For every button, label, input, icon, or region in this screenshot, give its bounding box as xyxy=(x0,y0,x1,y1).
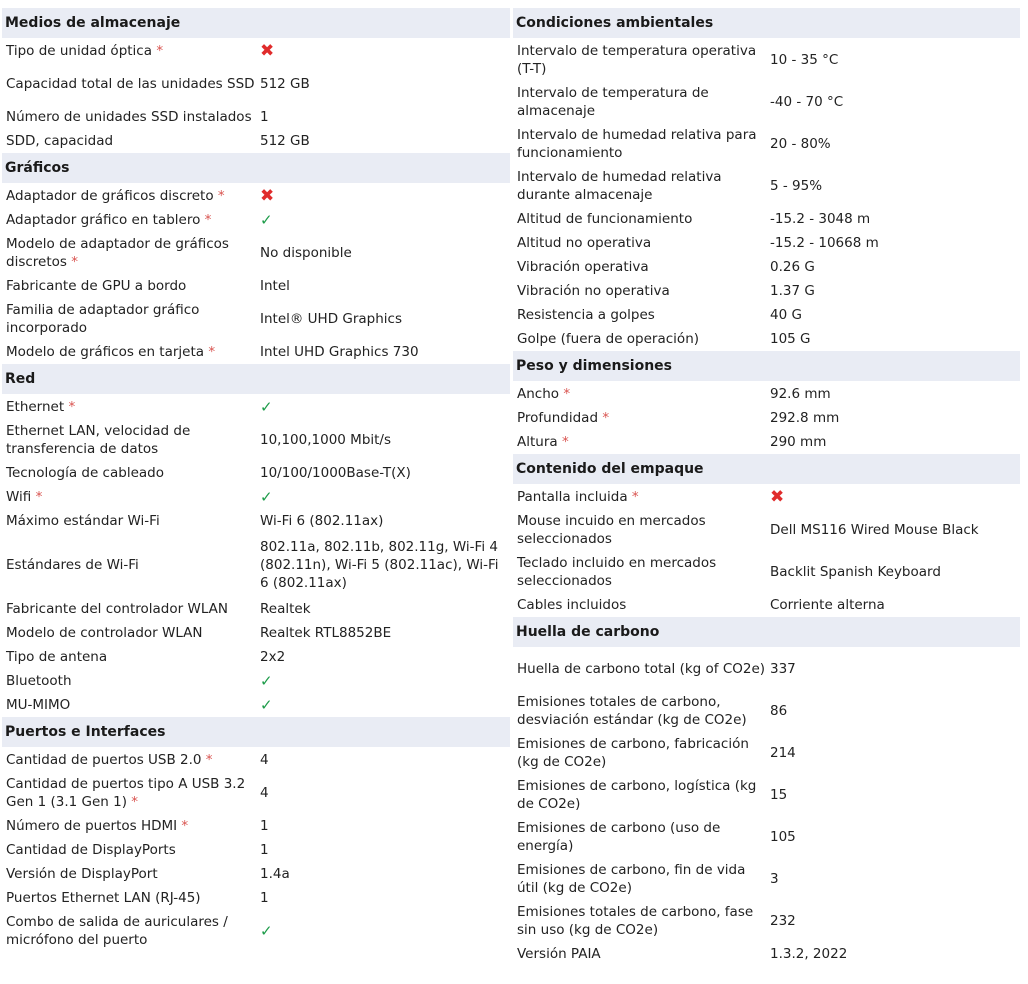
spec-value: Intel xyxy=(260,278,290,294)
spec-value xyxy=(260,211,510,230)
spec-label xyxy=(513,861,770,897)
spec-row xyxy=(513,485,1020,509)
spec-label-text: Resistencia a golpes xyxy=(517,307,655,323)
spec-value: Realtek RTL8852BE xyxy=(260,625,392,641)
spec-row xyxy=(513,255,1020,279)
spec-value: Wi-Fi 6 (802.11ax) xyxy=(260,513,384,529)
spec-label-text: Ethernet xyxy=(6,399,65,415)
spec-label xyxy=(2,841,260,859)
spec-value xyxy=(260,922,510,941)
spec-value: 292.8 mm xyxy=(770,410,840,426)
required-asterisk: * xyxy=(131,794,139,810)
spec-row xyxy=(513,123,1020,165)
spec-label-text: Altura xyxy=(517,434,558,450)
spec-row xyxy=(2,419,510,461)
spec-row xyxy=(2,772,510,814)
required-asterisk: * xyxy=(563,386,571,402)
spec-row xyxy=(2,814,510,838)
spec-row xyxy=(513,382,1020,406)
spec-label xyxy=(513,306,770,324)
spec-label-text: Ancho xyxy=(517,386,560,402)
spec-row xyxy=(2,838,510,862)
spec-label xyxy=(513,385,770,403)
spec-row xyxy=(2,129,510,153)
spec-label xyxy=(2,648,260,666)
required-asterisk: * xyxy=(205,752,213,768)
spec-label xyxy=(513,258,770,276)
spec-label xyxy=(2,277,260,295)
spec-row xyxy=(2,886,510,910)
cross-icon: ✖ xyxy=(260,185,275,206)
spec-label-text: Emisiones de carbono (uso de energía) xyxy=(517,820,721,854)
spec-value: 20 - 80% xyxy=(770,136,831,152)
required-asterisk: * xyxy=(631,489,639,505)
spec-row xyxy=(2,485,510,509)
spec-label xyxy=(2,751,260,769)
spec-label-text: Mouse incuido en mercados seleccionados xyxy=(517,513,706,547)
section-title-contenido-del-empaque: Contenido del empaque xyxy=(513,454,1020,484)
spec-value: 4 xyxy=(260,785,269,801)
spec-value: 86 xyxy=(770,703,788,719)
spec-label xyxy=(2,672,260,690)
spec-value: 214 xyxy=(770,745,796,761)
spec-label xyxy=(2,600,260,618)
section-title-condiciones-ambientales: Condiciones ambientales xyxy=(513,8,1020,38)
section-title-graficos: Gráficos xyxy=(2,153,510,183)
section-title-huella-de-carbono: Huella de carbono xyxy=(513,617,1020,647)
spec-value: 40 G xyxy=(770,307,802,323)
required-asterisk: * xyxy=(156,43,164,59)
spec-label-text: Ethernet LAN, velocidad de transferencia de datos xyxy=(6,423,191,457)
spec-label xyxy=(513,512,770,548)
spec-label-text: Emisiones de carbono, fabricación (kg de CO2e) xyxy=(517,736,749,770)
spec-label-text: Pantalla incluida xyxy=(517,489,628,505)
spec-label xyxy=(513,126,770,162)
spec-row xyxy=(2,910,510,952)
spec-label-text: Emisiones totales de carbono, fase sin uso (kg de CO2e) xyxy=(517,904,754,938)
spec-label-text: Cables incluidos xyxy=(517,597,627,613)
spec-label-text: Número de unidades SSD instalados xyxy=(6,109,252,125)
spec-value xyxy=(770,488,1020,507)
spec-row xyxy=(513,279,1020,303)
spec-label-text: SDD, capacidad xyxy=(6,133,114,149)
spec-label-text: Adaptador de gráficos discreto xyxy=(6,188,214,204)
spec-label-text: Fabricante de GPU a bordo xyxy=(6,278,187,294)
section-title-puertos-e-interfaces: Puertos e Interfaces xyxy=(2,717,510,747)
spec-label-text: Vibración operativa xyxy=(517,259,649,275)
spec-label-text: Tecnología de cableado xyxy=(6,465,164,481)
spec-label xyxy=(513,660,770,678)
spec-value xyxy=(260,488,510,507)
spec-row xyxy=(2,298,510,340)
check-icon: ✓ xyxy=(260,695,273,714)
spec-label-text: Estándares de Wi-Fi xyxy=(6,557,139,573)
spec-value: Realtek xyxy=(260,601,311,617)
spec-label-text: Emisiones totales de carbono, desviación estándar (kg de CO2e) xyxy=(517,694,747,728)
left-column xyxy=(2,8,510,952)
spec-value xyxy=(260,696,510,715)
check-icon: ✓ xyxy=(260,921,273,940)
spec-label xyxy=(513,596,770,614)
spec-label xyxy=(513,903,770,939)
spec-value: 10/100/1000Base-T(X) xyxy=(260,465,411,481)
spec-row xyxy=(2,645,510,669)
spec-row xyxy=(513,551,1020,593)
required-asterisk: * xyxy=(208,344,216,360)
spec-label-text: Versión de DisplayPort xyxy=(6,866,158,882)
spec-label xyxy=(2,696,260,714)
spec-value: No disponible xyxy=(260,245,352,261)
spec-row xyxy=(2,232,510,274)
spec-label-text: Número de puertos HDMI xyxy=(6,818,178,834)
spec-value xyxy=(260,398,510,417)
spec-label xyxy=(513,554,770,590)
spec-row xyxy=(513,207,1020,231)
spec-value: 290 mm xyxy=(770,434,827,450)
spec-value: 2x2 xyxy=(260,649,286,665)
spec-label xyxy=(513,234,770,252)
spec-label xyxy=(513,693,770,729)
spec-row xyxy=(2,63,510,105)
spec-value: 1 xyxy=(260,842,269,858)
spec-label-text: Huella de carbono total (kg of CO2e) xyxy=(517,661,766,677)
spec-value: 337 xyxy=(770,661,796,677)
spec-row xyxy=(513,942,1020,966)
spec-row xyxy=(513,327,1020,351)
spec-label-text: Bluetooth xyxy=(6,673,72,689)
spec-label-text: Vibración no operativa xyxy=(517,283,670,299)
spec-label-text: Cantidad de puertos tipo A USB 3.2 Gen 1 (3.1 Gen 1) xyxy=(6,776,246,810)
spec-row xyxy=(513,690,1020,732)
section-title-medios-de-almacenaje: Medios de almacenaje xyxy=(2,8,510,38)
spec-row xyxy=(513,231,1020,255)
spec-row xyxy=(513,900,1020,942)
spec-label-text: Profundidad xyxy=(517,410,599,426)
spec-label xyxy=(2,488,260,506)
spec-row xyxy=(2,184,510,208)
spec-row xyxy=(513,406,1020,430)
spec-value: 1 xyxy=(260,818,269,834)
required-asterisk: * xyxy=(181,818,189,834)
spec-label xyxy=(2,422,260,458)
spec-label xyxy=(2,817,260,835)
spec-value: 0.26 G xyxy=(770,259,815,275)
spec-row xyxy=(2,693,510,717)
spec-label xyxy=(513,42,770,78)
spec-label xyxy=(2,301,260,337)
spec-label xyxy=(513,282,770,300)
spec-row xyxy=(2,39,510,63)
spec-row xyxy=(2,340,510,364)
spec-value: 10 - 35 °C xyxy=(770,52,839,68)
spec-row xyxy=(513,774,1020,816)
spec-value: Backlit Spanish Keyboard xyxy=(770,564,941,580)
spec-label-text: Máximo estándar Wi-Fi xyxy=(6,513,160,529)
spec-value: Dell MS116 Wired Mouse Black xyxy=(770,522,979,538)
required-asterisk: * xyxy=(71,254,78,270)
spec-value: 512 GB xyxy=(260,133,310,149)
spec-value: -15.2 - 3048 m xyxy=(770,211,871,227)
spec-row xyxy=(513,509,1020,551)
spec-row xyxy=(2,208,510,232)
spec-value: 232 xyxy=(770,913,796,929)
spec-label xyxy=(2,775,260,811)
required-asterisk: * xyxy=(561,434,569,450)
spec-value: 15 xyxy=(770,787,788,803)
check-icon: ✓ xyxy=(260,210,273,229)
spec-label-text: Teclado incluido en mercados seleccionados xyxy=(517,555,717,589)
spec-label xyxy=(2,889,260,907)
spec-row xyxy=(2,748,510,772)
spec-label xyxy=(513,168,770,204)
spec-row xyxy=(2,274,510,298)
required-asterisk: * xyxy=(602,410,610,426)
spec-row xyxy=(513,593,1020,617)
spec-row xyxy=(513,39,1020,81)
spec-label xyxy=(513,84,770,120)
spec-label xyxy=(513,409,770,427)
spec-label xyxy=(2,512,260,530)
required-asterisk: * xyxy=(204,212,212,228)
required-asterisk: * xyxy=(68,399,76,415)
cross-icon: ✖ xyxy=(260,40,275,61)
spec-label-text: Combo de salida de auriculares / micrófono del puerto xyxy=(6,914,228,948)
spec-row xyxy=(2,509,510,533)
spec-row xyxy=(513,648,1020,690)
spec-label-text: Cantidad de DisplayPorts xyxy=(6,842,176,858)
section-title-peso-y-dimensiones: Peso y dimensiones xyxy=(513,351,1020,381)
spec-label-text: Altitud de funcionamiento xyxy=(517,211,693,227)
spec-label xyxy=(2,913,260,949)
spec-row xyxy=(2,621,510,645)
spec-label xyxy=(2,343,260,361)
spec-label-text: Tipo de antena xyxy=(6,649,108,665)
spec-label-text: Modelo de adaptador de gráficos discretos xyxy=(6,236,229,270)
spec-value: 5 - 95% xyxy=(770,178,823,194)
spec-label xyxy=(513,945,770,963)
spec-label-text: Tipo de unidad óptica xyxy=(6,43,153,59)
spec-label-text: Cantidad de puertos USB 2.0 xyxy=(6,752,202,768)
spec-value: Intel UHD Graphics 730 xyxy=(260,344,419,360)
spec-row xyxy=(2,862,510,886)
spec-label-text: Intervalo de humedad relativa para funcionamiento xyxy=(517,127,757,161)
spec-row xyxy=(513,81,1020,123)
check-icon: ✓ xyxy=(260,671,273,690)
spec-row xyxy=(2,597,510,621)
spec-value xyxy=(260,672,510,691)
spec-label-text: Altitud no operativa xyxy=(517,235,652,251)
spec-label-text: Capacidad total de las unidades SSD xyxy=(6,76,255,92)
spec-label-text: Golpe (fuera de operación) xyxy=(517,331,700,347)
spec-value: 802.11a, 802.11b, 802.11g, Wi-Fi 4 (802.11n), Wi-Fi 5 (802.11ac), Wi-Fi 6 (802.11ax) xyxy=(260,539,499,591)
spec-value: 105 G xyxy=(770,331,811,347)
spec-value: 92.6 mm xyxy=(770,386,831,402)
spec-row xyxy=(2,105,510,129)
spec-label xyxy=(2,211,260,229)
spec-label xyxy=(2,398,260,416)
spec-value xyxy=(260,42,510,61)
spec-row xyxy=(513,430,1020,454)
spec-label xyxy=(513,488,770,506)
spec-label-text: Adaptador gráfico en tablero xyxy=(6,212,201,228)
spec-row xyxy=(513,732,1020,774)
spec-row xyxy=(513,858,1020,900)
spec-row xyxy=(513,303,1020,327)
spec-value: 1 xyxy=(260,890,269,906)
spec-label xyxy=(513,433,770,451)
check-icon: ✓ xyxy=(260,487,273,506)
right-column xyxy=(513,8,1020,966)
spec-row xyxy=(513,165,1020,207)
spec-row xyxy=(2,395,510,419)
spec-value: -15.2 - 10668 m xyxy=(770,235,879,251)
spec-row xyxy=(513,816,1020,858)
spec-label xyxy=(513,330,770,348)
spec-label xyxy=(2,556,260,574)
spec-label-text: Emisiones de carbono, fin de vida útil (kg de CO2e) xyxy=(517,862,746,896)
spec-label xyxy=(2,464,260,482)
spec-value: 10,100,1000 Mbit/s xyxy=(260,432,392,448)
spec-value: 1.4a xyxy=(260,866,290,882)
spec-value: Corriente alterna xyxy=(770,597,885,613)
spec-label xyxy=(2,187,260,205)
spec-value: 4 xyxy=(260,752,269,768)
spec-value: 512 GB xyxy=(260,76,310,92)
section-title-red: Red xyxy=(2,364,510,394)
spec-value: 1.37 G xyxy=(770,283,815,299)
spec-value: 1 xyxy=(260,109,269,125)
spec-value: 3 xyxy=(770,871,779,887)
spec-label-text: Versión PAIA xyxy=(517,946,601,962)
spec-label xyxy=(2,624,260,642)
spec-label-text: Emisiones de carbono, logística (kg de CO2e) xyxy=(517,778,757,812)
spec-value: -40 - 70 °C xyxy=(770,94,844,110)
spec-label xyxy=(513,777,770,813)
spec-label-text: Modelo de controlador WLAN xyxy=(6,625,203,641)
spec-label xyxy=(2,865,260,883)
spec-label-text: Modelo de gráficos en tarjeta xyxy=(6,344,205,360)
spec-label xyxy=(513,210,770,228)
check-icon: ✓ xyxy=(260,397,273,416)
required-asterisk: * xyxy=(35,489,43,505)
spec-value: 1.3.2, 2022 xyxy=(770,946,848,962)
spec-label xyxy=(2,132,260,150)
spec-label-text: Intervalo de temperatura de almacenaje xyxy=(517,85,709,119)
spec-label xyxy=(2,108,260,126)
spec-row xyxy=(2,533,510,597)
spec-label-text: Familia de adaptador gráfico incorporado xyxy=(6,302,200,336)
spec-label xyxy=(2,235,260,271)
required-asterisk: * xyxy=(217,188,225,204)
spec-row xyxy=(2,669,510,693)
spec-label-text: Intervalo de humedad relativa durante almacenaje xyxy=(517,169,722,203)
spec-value xyxy=(260,187,510,206)
spec-value: Intel® UHD Graphics xyxy=(260,311,403,327)
spec-row xyxy=(2,461,510,485)
spec-label-text: Puertos Ethernet LAN (RJ-45) xyxy=(6,890,201,906)
spec-label xyxy=(513,819,770,855)
spec-label xyxy=(2,75,260,93)
spec-label xyxy=(2,42,260,60)
spec-value: 105 xyxy=(770,829,796,845)
spec-label xyxy=(513,735,770,771)
spec-label-text: Intervalo de temperatura operativa (T-T) xyxy=(517,43,757,77)
cross-icon: ✖ xyxy=(770,486,785,507)
spec-label-text: Wifi xyxy=(6,489,32,505)
spec-label-text: Fabricante del controlador WLAN xyxy=(6,601,228,617)
spec-label-text: MU-MIMO xyxy=(6,697,71,713)
